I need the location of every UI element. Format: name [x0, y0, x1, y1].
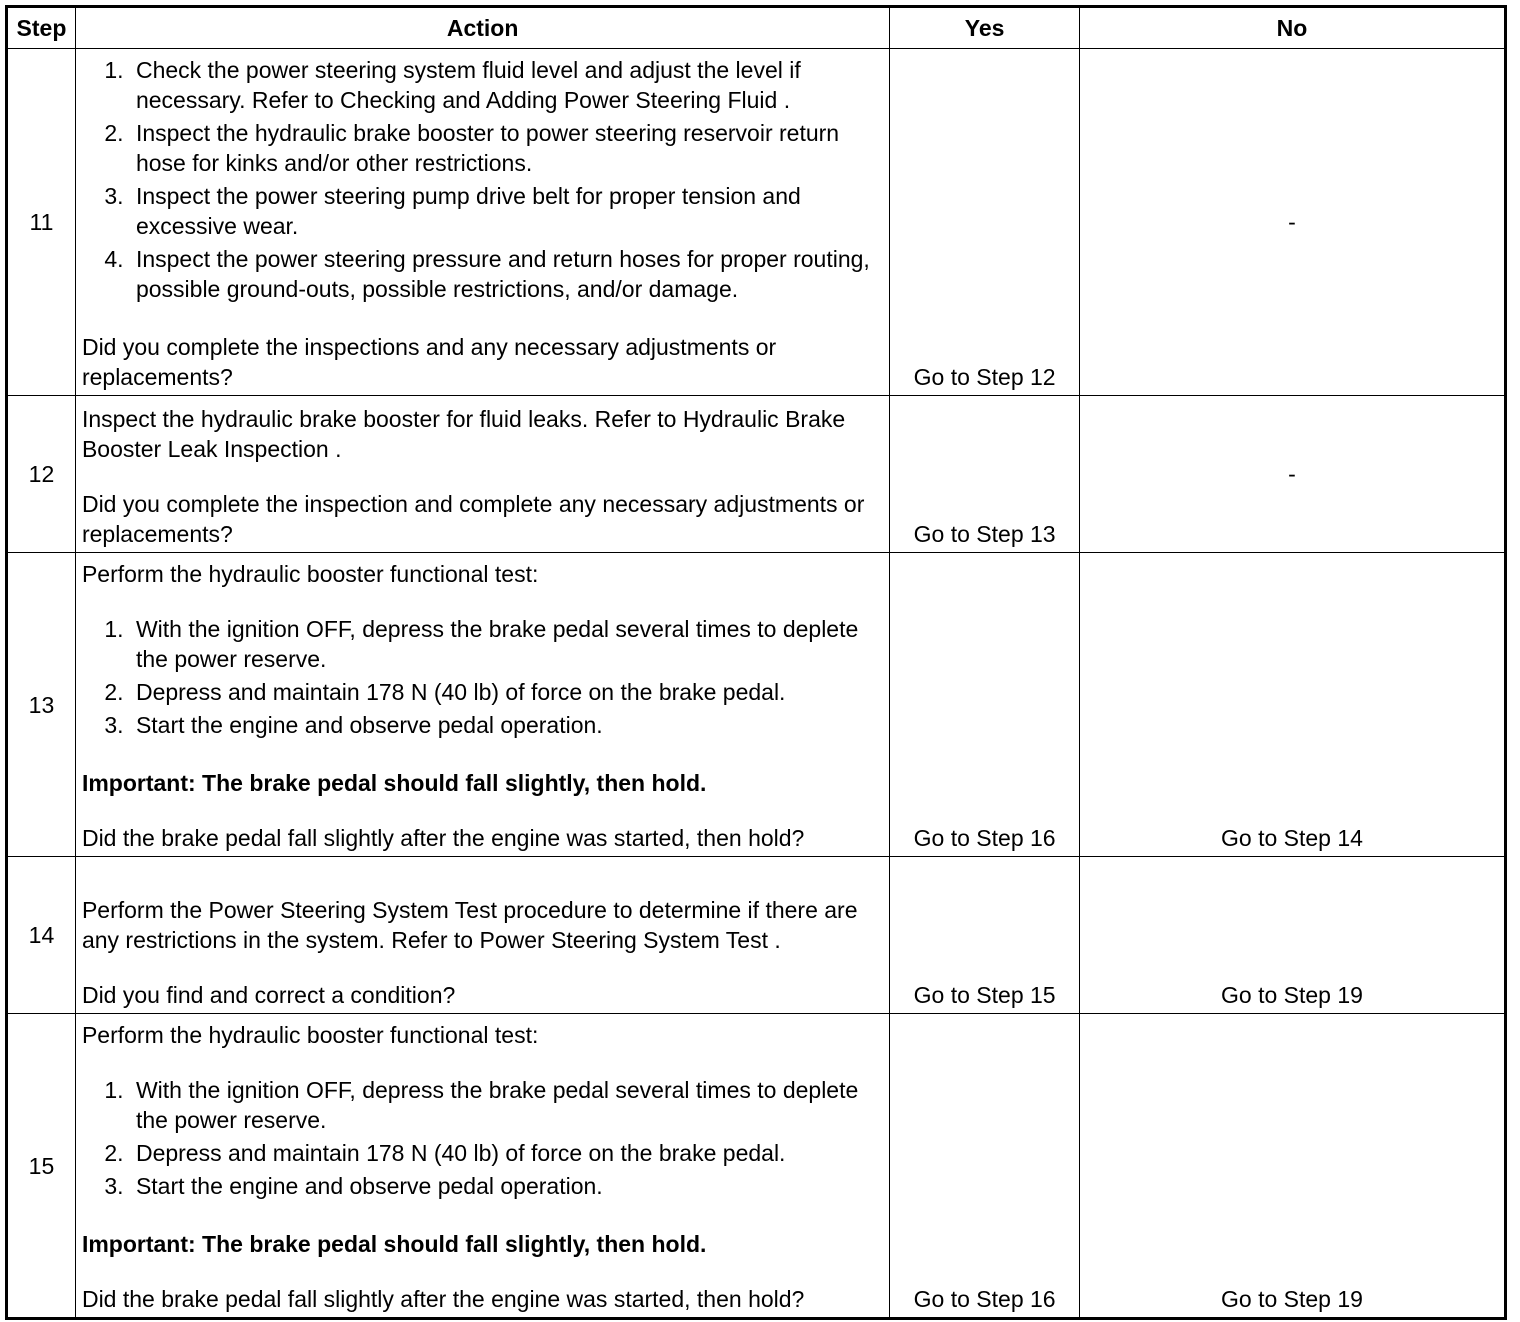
header-row — [7, 7, 1506, 49]
table-row-step-14 — [7, 857, 1506, 1014]
header-yes: Yes — [890, 7, 1080, 49]
action-intro: Perform the hydraulic booster functional test: — [81, 561, 539, 587]
action-cell — [75, 396, 889, 553]
action-cell — [75, 49, 889, 396]
important-note: Important: The brake pedal should fall slightly, then hold. — [81, 1231, 707, 1257]
action-question: Did you find and correct a condition? — [81, 982, 456, 1008]
list-item: 1. With the ignition OFF, depress the brake pedal several times to deplete the power reserve. — [130, 614, 883, 674]
action-list — [82, 55, 883, 304]
action-text: Inspect the hydraulic brake booster for fluid leaks. Refer to Hydraulic Brake Booster Leak Inspection . — [81, 406, 846, 462]
step-number: 14 — [7, 857, 76, 1014]
yes-cell: Go to Step 15 — [890, 857, 1080, 1014]
action-question: Did you complete the inspection and complete any necessary adjustments or replacements? — [81, 491, 865, 547]
list-item: 3. Start the engine and observe pedal operation. — [130, 1171, 883, 1201]
action-text: Perform the Power Steering System Test procedure to determine if there are any restrictions in the system. Refer to Power Steering System Test . — [81, 897, 858, 953]
header-action: Action — [75, 7, 889, 49]
no-cell: Go to Step 14 — [1079, 553, 1505, 857]
header-step: Step — [7, 7, 76, 49]
step-number: 11 — [7, 49, 76, 396]
step-number: 12 — [7, 396, 76, 553]
list-item: 2. Depress and maintain 178 N (40 lb) of force on the brake pedal. — [130, 677, 883, 707]
list-item: 1. With the ignition OFF, depress the brake pedal several times to deplete the power reserve. — [130, 1075, 883, 1135]
list-item: 4. Inspect the power steering pressure and return hoses for proper routing, possible ground-outs, possible restrictions, and/or damage. — [130, 244, 883, 304]
action-cell — [75, 1014, 889, 1319]
important-note: Important: The brake pedal should fall slightly, then hold. — [81, 770, 707, 796]
table-row-step-11 — [7, 49, 1506, 396]
action-cell — [75, 857, 889, 1014]
action-cell — [75, 553, 889, 857]
table-row-step-12 — [7, 396, 1506, 553]
list-item: 1. Check the power steering system fluid level and adjust the level if necessary. Refer to Checking and Adding Power Steering Fluid . — [130, 55, 883, 115]
action-question: Did you complete the inspections and any necessary adjustments or replacements? — [81, 334, 777, 390]
list-item: 2. Inspect the hydraulic brake booster to power steering reservoir return hose for kinks and/or other restrictions. — [130, 118, 883, 178]
action-list — [82, 614, 883, 740]
step-number: 15 — [7, 1014, 76, 1319]
no-cell: - — [1079, 49, 1505, 396]
action-list — [82, 1075, 883, 1201]
list-item: 2. Depress and maintain 178 N (40 lb) of force on the brake pedal. — [130, 1138, 883, 1168]
action-question: Did the brake pedal fall slightly after the engine was started, then hold? — [81, 1286, 805, 1312]
list-item: 3. Start the engine and observe pedal operation. — [130, 710, 883, 740]
table-row-step-13 — [7, 553, 1506, 857]
yes-cell: Go to Step 12 — [890, 49, 1080, 396]
no-cell: - — [1079, 396, 1505, 553]
no-cell: Go to Step 19 — [1079, 1014, 1505, 1319]
table-row-step-15 — [7, 1014, 1506, 1319]
no-cell: Go to Step 19 — [1079, 857, 1505, 1014]
yes-cell: Go to Step 13 — [890, 396, 1080, 553]
header-no: No — [1079, 7, 1505, 49]
yes-cell: Go to Step 16 — [890, 553, 1080, 857]
list-item: 3. Inspect the power steering pump drive belt for proper tension and excessive wear. — [130, 181, 883, 241]
step-number: 13 — [7, 553, 76, 857]
diagnostic-table — [5, 5, 1507, 1320]
action-question: Did the brake pedal fall slightly after the engine was started, then hold? — [81, 825, 805, 851]
yes-cell: Go to Step 16 — [890, 1014, 1080, 1319]
action-intro: Perform the hydraulic booster functional test: — [81, 1022, 539, 1048]
